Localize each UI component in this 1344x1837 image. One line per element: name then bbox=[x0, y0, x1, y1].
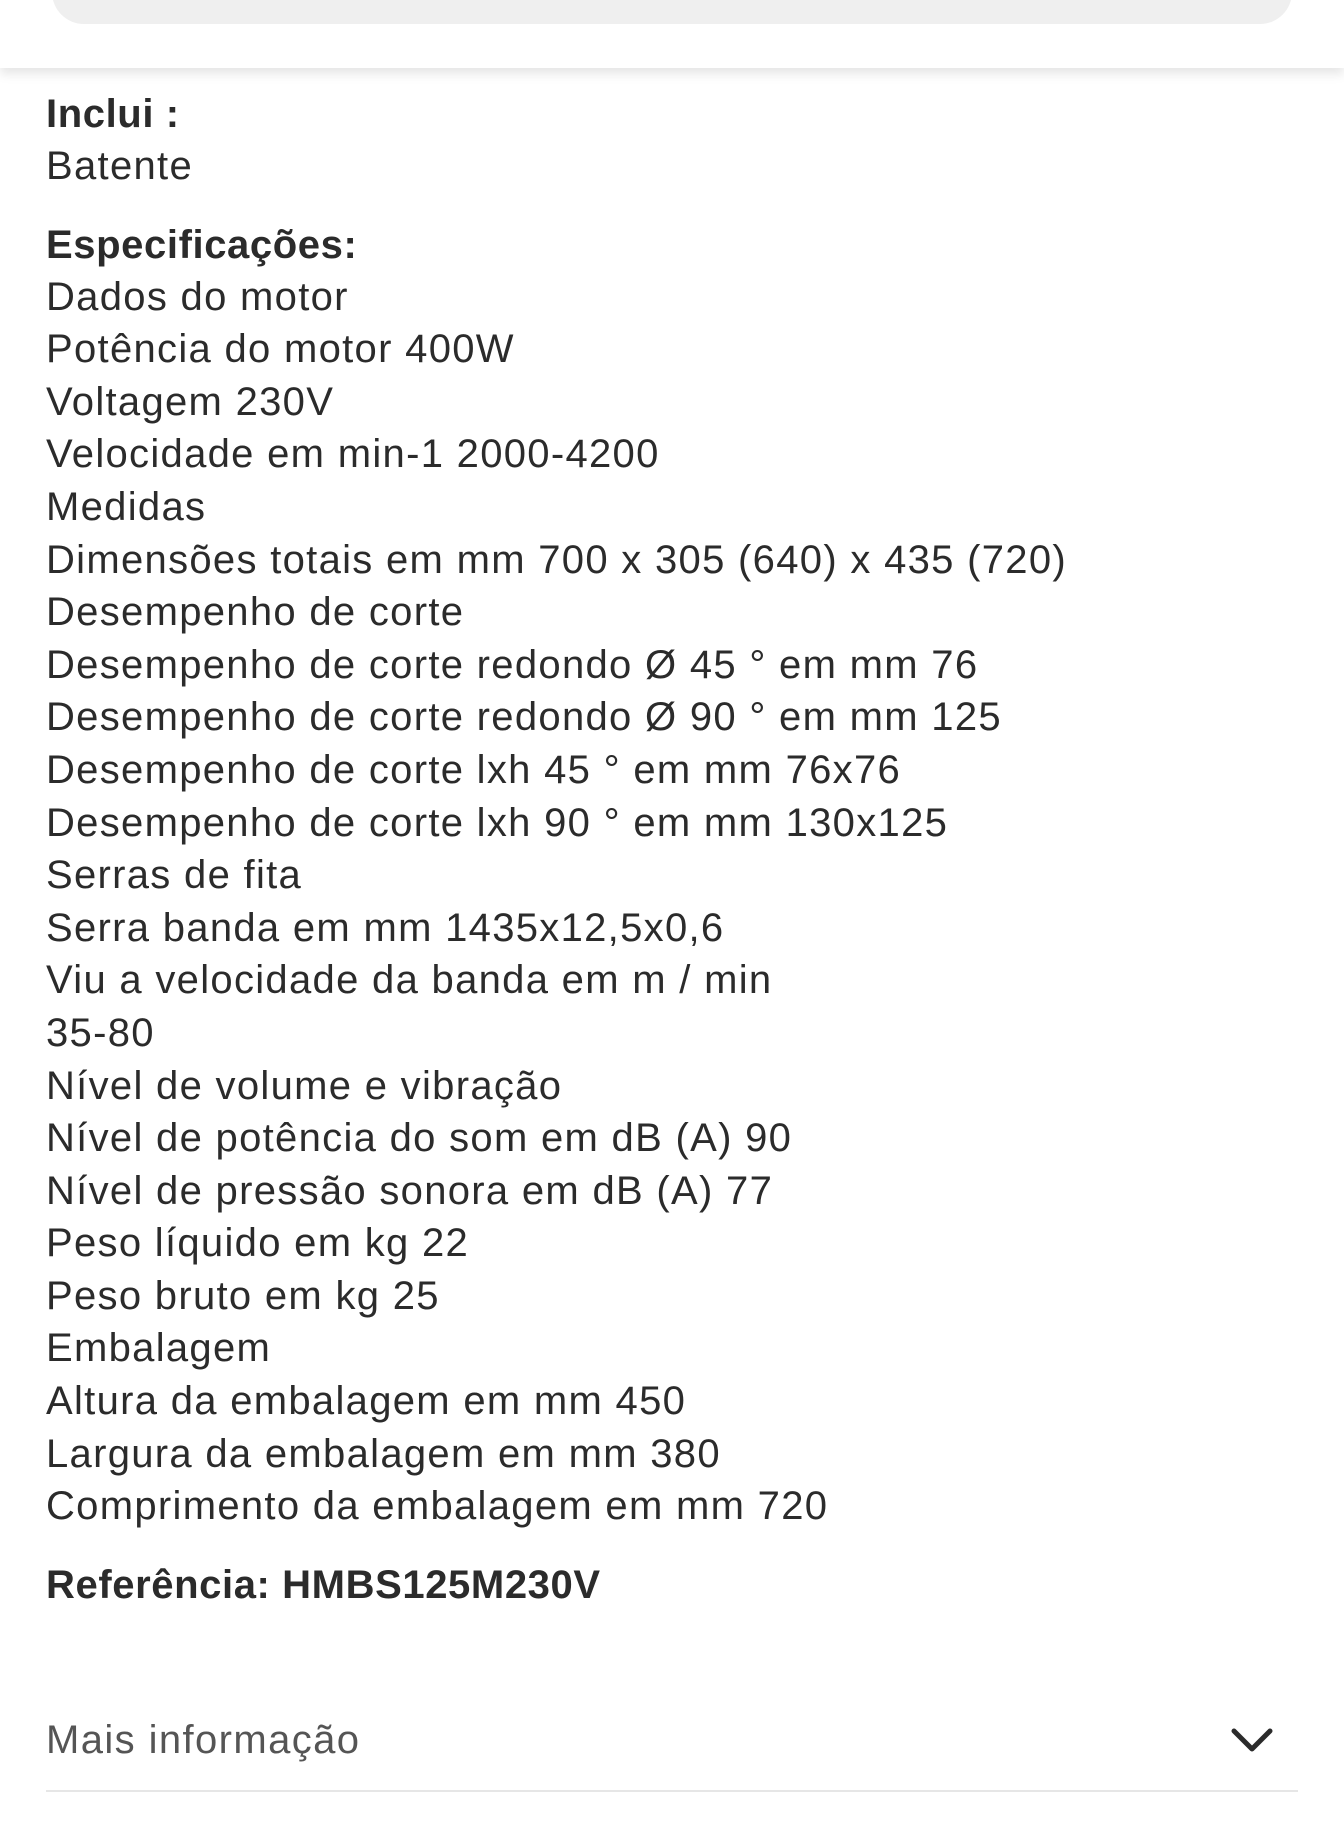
spec-line: Voltagem 230V bbox=[46, 379, 335, 424]
spec-line: Desempenho de corte lxh 45 ° em mm 76x76 bbox=[46, 747, 902, 792]
spec-line: Dados do motor bbox=[46, 274, 349, 319]
spec-line: Peso líquido em kg 22 bbox=[46, 1221, 470, 1266]
spec-line: Serra banda em mm 1435x12,5x0,6 bbox=[46, 905, 725, 950]
spec-line: 35-80 bbox=[46, 1010, 155, 1055]
spec-line: Embalagem bbox=[46, 1326, 272, 1371]
spec-line: Medidas bbox=[46, 484, 207, 529]
spec-line: Dimensões totais em mm 700 x 305 (640) x 435 (720) bbox=[46, 537, 1067, 582]
spec-line: Altura da embalagem em mm 450 bbox=[46, 1379, 687, 1424]
spec-line: Desempenho de corte redondo Ø 45 ° em mm 76 bbox=[46, 642, 979, 687]
top-bar bbox=[0, 0, 1344, 68]
spec-line: Peso bruto em kg 25 bbox=[46, 1273, 440, 1318]
product-description bbox=[46, 88, 1296, 1611]
spec-line: Desempenho de corte redondo Ø 90 ° em mm 125 bbox=[46, 695, 1002, 740]
includes-item: Batente bbox=[46, 144, 193, 188]
spec-line: Potência do motor 400W bbox=[46, 327, 515, 372]
more-info-label: Mais informação bbox=[46, 1717, 361, 1762]
more-info-accordion[interactable] bbox=[46, 1690, 1298, 1792]
spec-line: Nível de pressão sonora em dB (A) 77 bbox=[46, 1168, 774, 1213]
specs-section bbox=[46, 219, 1296, 1533]
product-reference: Referência: HMBS125M230V bbox=[46, 1562, 601, 1607]
specs-heading: Especificações: bbox=[46, 222, 358, 267]
spec-line: Nível de volume e vibração bbox=[46, 1063, 563, 1108]
spec-line: Velocidade em min-1 2000-4200 bbox=[46, 432, 660, 477]
spec-line: Serras de fita bbox=[46, 853, 303, 898]
includes-section bbox=[46, 88, 1296, 193]
spec-line: Desempenho de corte bbox=[46, 590, 465, 635]
spec-line: Desempenho de corte lxh 90 ° em mm 130x125 bbox=[46, 800, 949, 845]
search-bar[interactable] bbox=[52, 0, 1292, 24]
chevron-down-icon[interactable] bbox=[1228, 1716, 1276, 1764]
spec-line: Comprimento da embalagem em mm 720 bbox=[46, 1484, 829, 1529]
spec-line: Nível de potência do som em dB (A) 90 bbox=[46, 1116, 793, 1161]
spec-line: Largura da embalagem em mm 380 bbox=[46, 1431, 721, 1476]
includes-heading: Inclui : bbox=[46, 92, 180, 136]
spec-line: Viu a velocidade da banda em m / min bbox=[46, 958, 773, 1003]
